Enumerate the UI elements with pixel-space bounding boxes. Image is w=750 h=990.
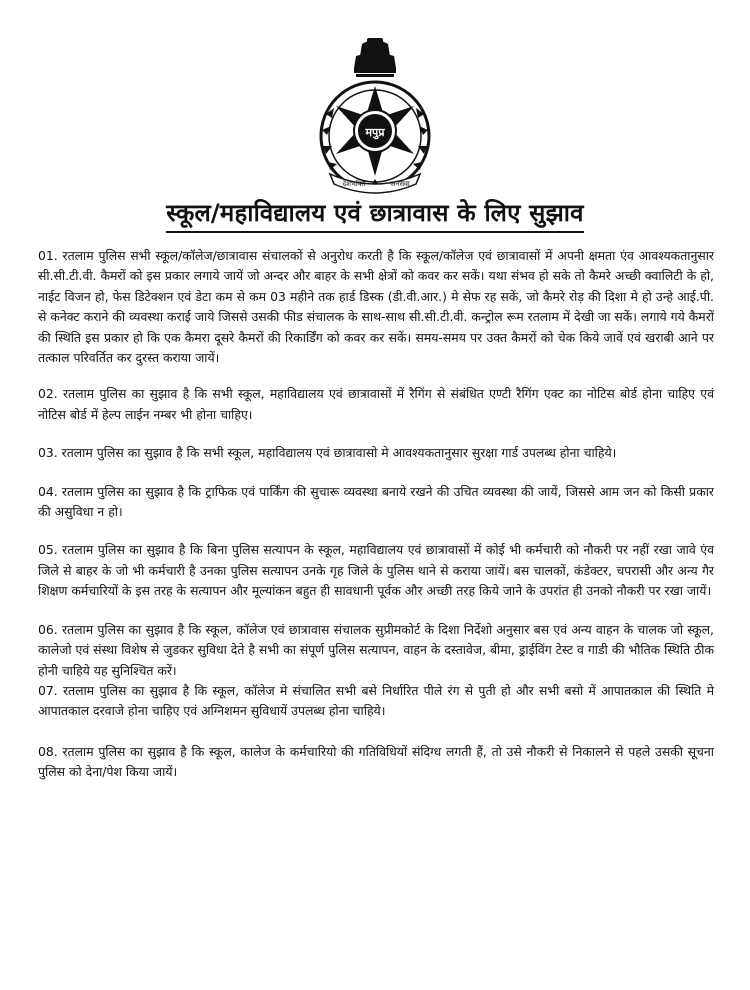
- suggestion-04: 04. रतलाम पुलिस का सुझाव है कि ट्राफिक एवं पार्किंग की सुचारू व्यवस्था बनाये रखने की उचित व्यवस्था की जायें, जिससे आम जन को किसी प्रकार की असुविधा न हो।: [38, 483, 714, 520]
- suggestion-07: 07. रतलाम पुलिस का सुझाव है कि स्कूल, कॉलेज मे संचालित सभी बसे निर्धारित पीले रंग से पुती हो और सभी बसो में आपातकाल की स्थिति मे आपातकाल दरवाजे होना चाहिए एवं अग्निशमन सुविधायें उपलब्ध होना चाहिये।: [38, 682, 714, 719]
- emblem-icon: [296, 34, 454, 194]
- suggestion-08: 08. रतलाम पुलिस का सुझाव है कि स्कूल, कालेज के कर्मचारियो की गतिविधियों संदिग्ध लगती हैं, तो उसे नौकरी से निकालने से पहले उसकी सूचना पुलिस को देना/पेश किया जायें।: [38, 743, 714, 780]
- motto-right: जनसेवा: [390, 180, 410, 188]
- suggestion-01: 01. रतलाम पुलिस सभी स्कूल/कॉलेज/छात्रावास संचालकों से अनुरोध करती है कि स्कूल/कॉलेज एवं छात्रावासों में अपनी क्षमता एंव आवश्यकतानुसार सी.सी.टी.वी. कैमरों को इस प्रकार लगाये जायें जो अन्दर और बाहर के सभी क्षेत्रों को कवर कर सकें। यथा संभव हो सके तो कैमरे अच्छी क्वालिटी के हो, नाईट विजन हो, फेस डिटेक्शन एवं डेटा कम से कम 03 महीने तक हार्ड डिस्क (डी.वी.आर.) मे सेफ रह सकें, जो कैमरे रोड़ की दिशा मे हो उन्हे आई.पी. से कनेक्ट कराने की व्यवस्था कराई जाये जिससे उसकी फीड संचालक के साथ-साथ सी.सी.टी.वी. कन्ट्रोल रूम रतलाम में देखी जा सकें। लगाये गये कैमरों की स्थिति इस प्रकार हो कि एक कैमरा दूसरे कैमरों की रिकार्डिंग को कवर कर सकें। समय-समय पर उक्त कैमरों को चेक किये जावें एवं खराबी आने पर तत्काल परिवर्तित कर दुरस्त कराया जायें।: [38, 248, 714, 366]
- page-title-container: [0, 196, 750, 233]
- suggestions-list: [38, 246, 714, 783]
- suggestion-05: 05. रतलाम पुलिस का सुझाव है कि बिना पुलिस सत्यापन के स्कूल, महाविद्यालय एवं छात्रावासों में कोई भी कर्मचारी को नौकरी पर नहीं रखा जावे एंव जिले से बाहर के जो भी कर्मचारी है उनका पुलिस सत्यापन उनके गृह जिले के पुलिस थाने से कराया जायें। बस चालकों, कंडेक्टर, चपरासी और अन्य गैर शिक्षण कर्मचारियों के इस तरह के सत्यापन और मूल्यांकन बहुत ही सावधानी पूर्वक और अच्छी तरह किये जाने के उपरांत ही उनको नौकरी पर रखा जायें।: [38, 542, 714, 599]
- motto-left: देशभक्ति: [342, 180, 366, 188]
- suggestion-06: 06. रतलाम पुलिस का सुझाव है कि स्कूल, कॉलेज एवं छात्रावास संचालक सुप्रीमकोर्ट के दिशा निर्देशो अनुसार बस एवं अन्य वाहन के चालक जो स्कूल, कालेजो एवं संस्था विशेष से जुडकर सुविधा देते है सभी का संपूर्ण पुलिस सत्यापन, वाहन के दस्तावेज, बीमा, ड्राईविंग टेस्ट व गाडी की भौतिक स्थिति ठीक होनी चाहिये यह सुनिश्चित करें।: [38, 621, 714, 678]
- mp-police-emblem-logo: [296, 34, 454, 194]
- suggestion-03: 03. रतलाम पुलिस का सुझाव है कि सभी स्कूल, महाविद्यालय एवं छात्रावासो मे आवश्यकतानुसार सुरक्षा गार्ड उपलब्ध होना चाहिये।: [38, 445, 617, 461]
- emblem-letters: मपुप्र: [365, 126, 385, 139]
- page-title: स्कूल/महाविद्यालय एवं छात्रावास के लिए सुझाव: [166, 196, 583, 233]
- suggestion-02: 02. रतलाम पुलिस का सुझाव है कि सभी स्कूल, महाविद्यालय एवं छात्रावासों में रैगिंग से संबंधित एण्टी रैगिंग एक्ट का नोटिस बोर्ड होना चाहिए एवं नोटिस बोर्ड में हेल्प लाईन नम्बर भी होना चाहिए।: [38, 386, 714, 422]
